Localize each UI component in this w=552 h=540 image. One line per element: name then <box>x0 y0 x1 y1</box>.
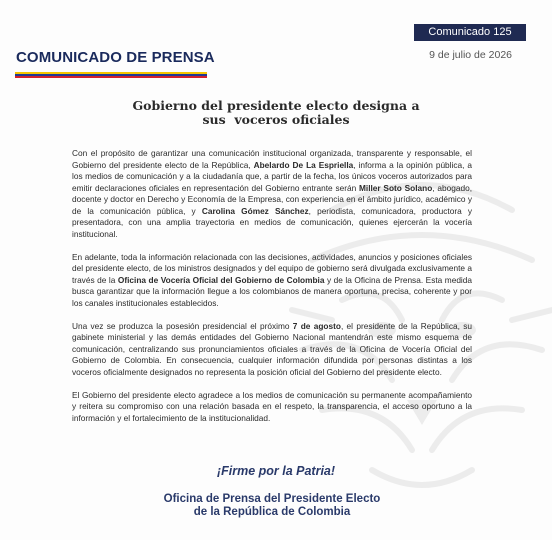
p1-text-c: , informa a la opinión pública, a los medios de comunicación y a la ciudadanía que, a partir de la fecha, los únicos voceros autorizados para emitir declaraciones oficiales en representación del Gobierno entrante serán <box>72 159 472 193</box>
p3-text-a: Una vez se produzca la posesión presidencial el próximo <box>72 320 293 331</box>
page-title: COMUNICADO DE PRENSA <box>16 49 215 66</box>
p3-date: 7 de agosto <box>292 320 341 331</box>
signature-line-1: Oficina de Prensa del Presidente Electo <box>163 493 381 505</box>
p1-name-spokesperson-1: Miller Soto Solano <box>358 182 433 193</box>
paragraph-2 <box>72 252 472 310</box>
headline-line-2: sus voceros oficiales <box>202 112 350 127</box>
paragraph-3 <box>72 321 472 379</box>
signature-line-2: de la República de Colombia <box>193 506 351 518</box>
headline <box>0 99 552 127</box>
p1-text-g: , periodista, comunicadora, productora y presentadora, con una amplia trayectoria en medios de comunicación, quienes ejercerán la vocería institucional. <box>72 205 472 239</box>
p1-name-elected-president: Abelardo De La Espriella <box>253 159 354 170</box>
slogan: ¡Firme por la Patria! <box>216 464 336 478</box>
release-body <box>72 148 472 436</box>
headline-line-1: Gobierno del presidente electo designa a <box>132 98 420 113</box>
signature <box>0 493 552 519</box>
p1-name-spokesperson-2: Carolina Gómez Sánchez <box>201 205 309 216</box>
p1-text-a: Con el propósito de garantizar una comunicación institucional organizada, transparente y responsable, el Gobierno del presidente electo de la República, <box>72 148 472 170</box>
p2-text-a: En adelante, toda la información relacionada con las decisiones, actividades, anuncios y posiciones oficiales del presidente electo, de los ministros designados y del equipo de gobierno será divulgada exclusivamente a través de la <box>72 251 472 285</box>
paragraph-1 <box>72 148 472 240</box>
p2-office-name: Oficina de Vocería Oficial del Gobierno de Colombia <box>117 274 325 285</box>
colombia-flag-bar <box>15 72 207 78</box>
flag-stripe-red <box>15 76 207 78</box>
paragraph-4: El Gobierno del presidente electo agradece a los medios de comunicación su permanente acompañamiento y reitera su compromiso con una relación basada en el respeto, la transparencia, el acceso oportuno a la información y el fortalecimiento de la institucionalidad. <box>72 389 472 423</box>
release-number-badge: Comunicado 125 <box>414 24 526 41</box>
p3-text-c: , el presidente de la República, su gabinete ministerial y las demás entidades del Gobierno Nacional mantendrán este mismo esquema de comunicación, centralizando sus pronunciamientos oficiales a través de la Oficina de Vocería Oficial del Gobierno de Colombia. En consecuencia, cualquier información difundida por personas distintas a los voceros oficialmente designados no representa la posición oficial del Gobierno del presidente electo. <box>72 320 473 377</box>
release-date: 9 de julio de 2026 <box>429 49 512 61</box>
p2-text-c: y de la Oficina de Prensa. Esta medida busca garantizar que la información llegue a los colombianos de manera oportuna, precisa, coherente y por los canales institucionales establecidos. <box>72 274 473 308</box>
p1-text-e: , abogado, docente y doctor en Derecho y Economía de la Empresa, con experiencia en el ámbito jurídico, académico y de la comunicación pública, y <box>72 182 473 216</box>
